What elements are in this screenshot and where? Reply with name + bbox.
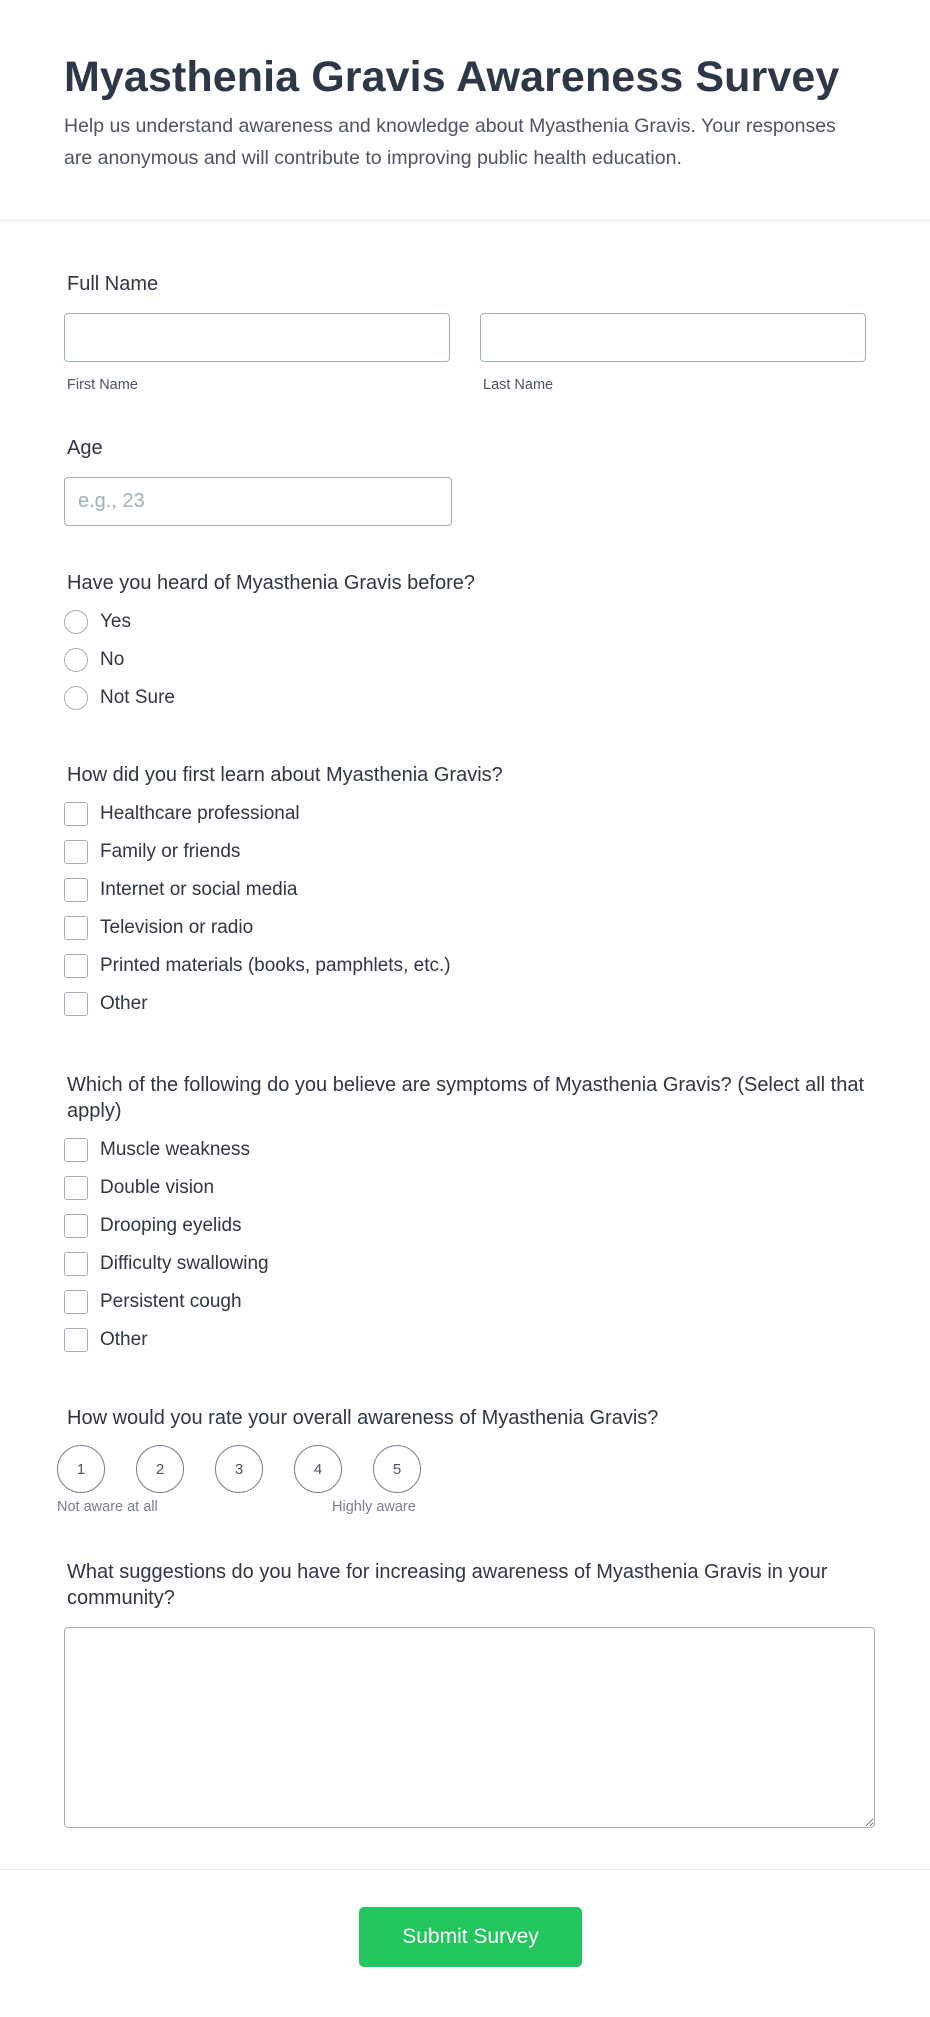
option-label: Other [100, 993, 148, 1014]
age-label: Age [67, 437, 103, 459]
heard-options [64, 603, 866, 717]
option-label: Family or friends [100, 841, 241, 862]
survey-header [0, 0, 930, 221]
checkbox[interactable] [64, 1176, 88, 1200]
heard-section [64, 570, 866, 717]
name-row [64, 313, 866, 393]
option-label: Internet or social media [100, 879, 298, 900]
radio-button[interactable] [64, 610, 88, 634]
checkbox-option-double-vision[interactable] [64, 1169, 866, 1207]
checkbox-option-drooping-eyelids[interactable] [64, 1207, 866, 1245]
age-input[interactable] [64, 477, 452, 526]
suggestions-textarea[interactable] [64, 1627, 875, 1828]
rating-section [57, 1405, 866, 1519]
survey-form [0, 271, 930, 1833]
checkbox[interactable] [64, 1328, 88, 1352]
option-label: Double vision [100, 1177, 215, 1198]
checkbox-option-internet[interactable] [64, 871, 866, 909]
checkbox-option-other[interactable] [64, 1321, 866, 1359]
option-label: Yes [100, 611, 131, 632]
radio-button[interactable] [64, 648, 88, 672]
option-label: Not Sure [100, 687, 175, 708]
checkbox[interactable] [64, 1138, 88, 1162]
first-name-group [64, 313, 450, 393]
option-label: Television or radio [100, 917, 254, 938]
first-name-input[interactable] [64, 313, 450, 362]
rating-option-2[interactable]: 2 [136, 1445, 184, 1493]
option-label: Difficulty swallowing [100, 1253, 269, 1274]
option-label: Muscle weakness [100, 1139, 250, 1160]
checkbox-option-printed[interactable] [64, 947, 866, 985]
checkbox[interactable] [64, 840, 88, 864]
checkbox[interactable] [64, 916, 88, 940]
last-name-input[interactable] [480, 313, 866, 362]
age-section [64, 435, 866, 526]
page-title: Myasthenia Gravis Awareness Survey [64, 53, 840, 101]
heard-question: Have you heard of Myasthenia Gravis before? [67, 572, 475, 594]
suggestions-question: What suggestions do you have for increasing awareness of Myasthenia Gravis in your community? [67, 1561, 828, 1609]
checkbox[interactable] [64, 1214, 88, 1238]
radio-button[interactable] [64, 686, 88, 710]
rating-option-5[interactable]: 5 [373, 1445, 421, 1493]
last-name-sublabel: Last Name [483, 377, 554, 393]
option-label: Healthcare professional [100, 803, 300, 824]
radio-option-no[interactable] [64, 641, 866, 679]
checkbox[interactable] [64, 878, 88, 902]
rating-high-label: Highly aware [332, 1499, 416, 1515]
first-name-sublabel: First Name [67, 377, 138, 393]
option-label: Drooping eyelids [100, 1215, 242, 1236]
radio-option-not-sure[interactable] [64, 679, 866, 717]
page-subtitle: Help us understand awareness and knowledge about Myasthenia Gravis. Your responses are anonymous and will contribute to improving public health education. [64, 115, 836, 169]
rating-option-4[interactable]: 4 [294, 1445, 342, 1493]
checkbox-option-muscle-weakness[interactable] [64, 1131, 866, 1169]
radio-option-yes[interactable] [64, 603, 866, 641]
symptoms-options [64, 1131, 866, 1359]
full-name-section [64, 271, 866, 393]
checkbox-option-persistent-cough[interactable] [64, 1283, 866, 1321]
rating-option-1[interactable]: 1 [57, 1445, 105, 1493]
learn-section [64, 762, 866, 1023]
rating-options [57, 1445, 866, 1493]
checkbox-option-difficulty-swallowing[interactable] [64, 1245, 866, 1283]
checkbox[interactable] [64, 1290, 88, 1314]
rating-option-3[interactable]: 3 [215, 1445, 263, 1493]
checkbox[interactable] [64, 992, 88, 1016]
option-label: Persistent cough [100, 1291, 242, 1312]
form-footer [0, 1869, 930, 1948]
checkbox-option-other[interactable] [64, 985, 866, 1023]
rating-low-label: Not aware at all [57, 1499, 158, 1515]
learn-question: How did you first learn about Myasthenia Gravis? [67, 764, 503, 786]
learn-options [64, 795, 866, 1023]
full-name-label: Full Name [67, 273, 159, 295]
last-name-group [480, 313, 866, 393]
symptoms-question: Which of the following do you believe are symptoms of Myasthenia Gravis? (Select all that apply) [67, 1074, 865, 1122]
rating-scale-labels [57, 1499, 866, 1519]
checkbox[interactable] [64, 802, 88, 826]
checkbox[interactable] [64, 1252, 88, 1276]
submit-survey-button[interactable]: Submit Survey [359, 1907, 582, 1967]
checkbox-option-tv-radio[interactable] [64, 909, 866, 947]
checkbox[interactable] [64, 954, 88, 978]
symptoms-section [64, 1072, 866, 1359]
option-label: Other [100, 1329, 148, 1350]
checkbox-option-healthcare[interactable] [64, 795, 866, 833]
option-label: No [100, 649, 125, 670]
option-label: Printed materials (books, pamphlets, etc.) [100, 955, 451, 976]
rating-question: How would you rate your overall awareness of Myasthenia Gravis? [67, 1407, 659, 1429]
suggestions-section [64, 1559, 866, 1833]
checkbox-option-family[interactable] [64, 833, 866, 871]
